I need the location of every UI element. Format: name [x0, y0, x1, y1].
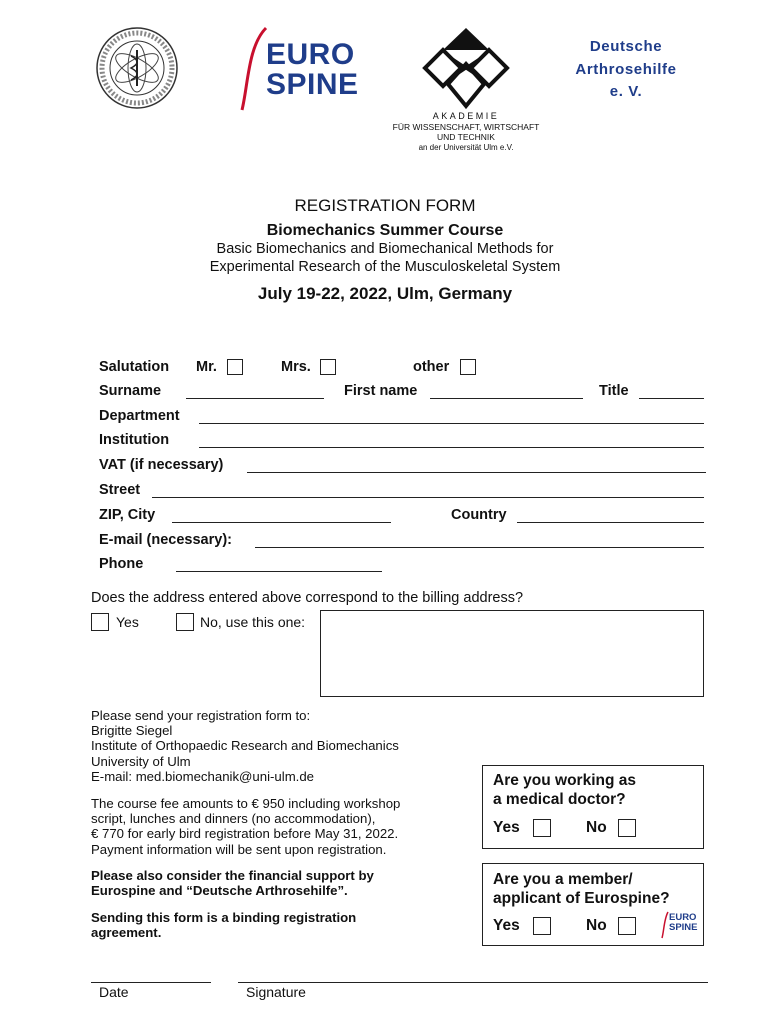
form-title: REGISTRATION FORM	[294, 196, 476, 215]
deutsche-arthrosehilfe-logo	[570, 36, 682, 104]
akademie-subtitle-2: UND TECHNIK	[437, 132, 495, 142]
send-to-info: Please send your registration form to: Brigitte Siegel Institute of Orthopaedic Research and Biomechanics University of Ulm E-mail: med.biomechanik@uni-ulm.de	[91, 708, 399, 784]
course-fee-info: The course fee amounts to € 950 including workshop script, lunches and dinners (no accommodation), € 770 for early bird registration before May 31, 2022. Payment information will be sent upon registration.	[91, 796, 401, 857]
course-subtitle-1: Basic Biomechanics and Biomechanical Methods for	[216, 241, 554, 257]
department-label: Department	[99, 408, 180, 424]
eurospine-logo	[238, 26, 358, 112]
street-label: Street	[99, 482, 141, 498]
financial-support-note: Please also consider the financial support by Eurospine and “Deutsche Arthrosehilfe”.	[91, 868, 374, 899]
surname-field[interactable]	[186, 398, 324, 399]
eurospine-small-logo	[661, 911, 701, 939]
mrs-label: Mrs.	[281, 359, 311, 375]
akademie-subtitle-1: FÜR WISSENSCHAFT, WIRTSCHAFT	[392, 122, 540, 132]
doctor-yes-checkbox[interactable]	[533, 819, 551, 837]
mrs-checkbox[interactable]	[320, 359, 336, 375]
akademie-logo	[421, 26, 511, 112]
akademie-subtitle-3: an der Universität Ulm e.V.	[418, 143, 514, 152]
billing-yes-checkbox[interactable]	[91, 613, 109, 631]
member-yes-checkbox[interactable]	[533, 917, 551, 935]
other-label: other	[413, 359, 450, 375]
salutation-label: Salutation	[99, 359, 170, 375]
eurospine-small-logo-line1: EURO	[669, 912, 697, 923]
member-yes-label: Yes	[493, 917, 520, 934]
binding-agreement-note: Sending this form is a binding registration agreement.	[91, 910, 357, 941]
first-name-field[interactable]	[430, 398, 583, 399]
first-name-label: First name	[344, 383, 418, 399]
vat-field[interactable]	[247, 472, 706, 473]
eurospine-logo-line2: SPINE	[266, 68, 359, 101]
billing-no-checkbox[interactable]	[176, 613, 194, 631]
mr-checkbox[interactable]	[227, 359, 243, 375]
title-label: Title	[599, 383, 629, 399]
eurospine-member-box	[482, 863, 704, 946]
billing-no-label: No, use this one:	[200, 614, 306, 630]
course-subtitle-2: Experimental Research of the Musculoskeletal System	[209, 259, 561, 275]
institution-field[interactable]	[199, 447, 704, 448]
dah-line-1: Deutsche	[589, 38, 663, 55]
country-field[interactable]	[517, 522, 704, 523]
eurospine-logo-line1: EURO	[266, 38, 355, 71]
department-field[interactable]	[199, 423, 704, 424]
member-no-checkbox[interactable]	[618, 917, 636, 935]
dah-line-3: e. V.	[609, 83, 643, 100]
email-label: E-mail (necessary):	[99, 532, 232, 548]
medical-doctor-question: Are you working as a medical doctor?	[493, 772, 636, 808]
country-label: Country	[451, 507, 507, 523]
course-title: Biomechanics Summer Course	[266, 222, 504, 239]
email-field[interactable]	[255, 547, 704, 548]
signature-field[interactable]	[238, 982, 708, 983]
doctor-no-checkbox[interactable]	[618, 819, 636, 837]
date-label: Date	[99, 984, 129, 1000]
mr-label: Mr.	[196, 359, 217, 375]
zip-city-field[interactable]	[172, 522, 391, 523]
title-field[interactable]	[639, 398, 704, 399]
course-date-location: July 19-22, 2022, Ulm, Germany	[257, 284, 513, 303]
phone-field[interactable]	[176, 571, 382, 572]
vat-label: VAT (if necessary)	[99, 457, 224, 473]
institution-label: Institution	[99, 432, 170, 448]
university-ulm-seal	[95, 26, 179, 110]
billing-yes-label: Yes	[116, 614, 139, 630]
date-field[interactable]	[91, 982, 211, 983]
other-checkbox[interactable]	[460, 359, 476, 375]
akademie-name: AKADEMIE	[432, 111, 500, 121]
eurospine-small-logo-line2: SPINE	[669, 922, 698, 933]
phone-label: Phone	[99, 556, 144, 572]
dah-line-2: Arthrosehilfe	[575, 60, 677, 78]
member-no-label: No	[586, 917, 607, 934]
signature-label: Signature	[246, 984, 306, 1000]
billing-question: Does the address entered above correspond to the billing address?	[91, 590, 524, 606]
street-field[interactable]	[152, 497, 704, 498]
eurospine-member-question: Are you a member/ applicant of Eurospine?	[493, 871, 670, 907]
billing-address-box[interactable]	[320, 610, 704, 697]
doctor-yes-label: Yes	[493, 819, 520, 836]
medical-doctor-box	[482, 765, 704, 849]
doctor-no-label: No	[586, 819, 607, 836]
surname-label: Surname	[99, 383, 162, 399]
zip-city-label: ZIP, City	[99, 507, 156, 523]
